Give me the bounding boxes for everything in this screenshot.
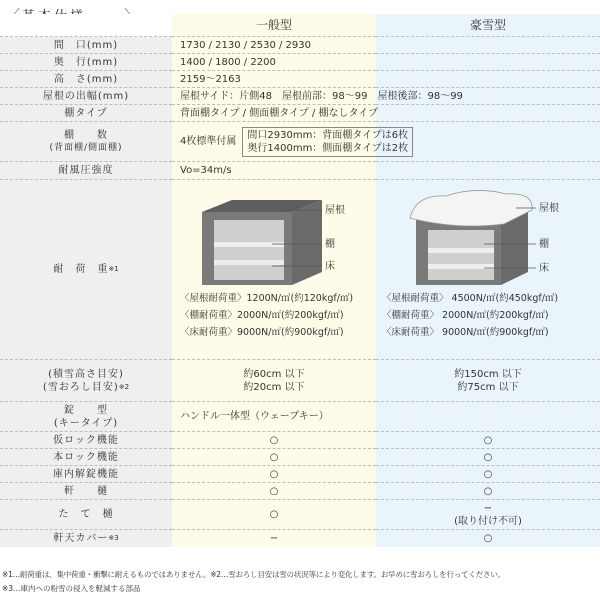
- label-floor: 床: [325, 261, 335, 272]
- depth-value: 1400 / 1800 / 2200: [172, 54, 600, 71]
- row-label: 軒天カバー: [53, 532, 109, 544]
- heavy-mark: ○: [376, 530, 600, 547]
- label-roof: 屋根: [539, 203, 559, 214]
- table-row: [0, 105, 600, 122]
- heavy-snow-removal: 約75cm 以下: [457, 381, 519, 393]
- general-mark: ○: [172, 449, 376, 466]
- heavy-shelf-load: 〈棚耐荷重〉 2000N/㎡(約200kgf/㎡): [382, 310, 549, 321]
- heavy-mark: ○: [376, 449, 600, 466]
- table-row: 耐 荷 重$^{※1}$ 屋根 棚 床 〈屋根耐荷重〉1200N/㎡(約120kgf/㎡) 〈棚耐荷重〉2000N/㎡(約200kgf/㎡) 〈床耐荷重〉9000N/㎡(約900kgf/㎡) 屋根 棚 床 〈屋根耐荷重〉 4500N/㎡(約450kgf/㎡) 〈棚耐荷重〉 2000N/㎡(約200kgf/㎡) 〈床耐荷重〉 9000N/㎡(約900kgf/㎡): [0, 180, 600, 360]
- table-row: [0, 483, 600, 500]
- row-label: 耐風圧強度: [0, 162, 172, 180]
- heavy-mark: −: [483, 502, 493, 514]
- general-mark: ○: [172, 432, 376, 449]
- row-label: 錠 型: [64, 404, 108, 416]
- footnote-2: ※3…庫内への粉雪の侵入を軽減する部品: [2, 584, 141, 593]
- table-row: 軒天カバー$^{※3}$ − ○: [0, 530, 600, 547]
- heavy-snow-height: 約150cm 以下: [454, 368, 522, 380]
- table-row: (積雪高さ目安) (雪おろし目安)$^{※2}$ 約60cm 以下 約20cm 以下 約150cm 以下 約75cm 以下: [0, 360, 600, 402]
- general-mark: ○: [172, 500, 376, 530]
- table-row: [0, 54, 600, 71]
- row-label: 奥 行(mm): [0, 54, 172, 71]
- row-label: 耐 荷 重: [53, 264, 109, 275]
- table-row: [0, 88, 600, 105]
- row-label: 間 口(mm): [0, 37, 172, 54]
- spec-table: [0, 14, 600, 547]
- lock-value: ハンドル一体型（ウェーブキー）: [172, 402, 600, 432]
- heavy-shed-image: [376, 180, 600, 290]
- table-row: [0, 162, 600, 180]
- general-snow-removal: 約20cm 以下: [243, 381, 305, 393]
- table-row: [0, 71, 600, 88]
- row-label: 高 さ(mm): [0, 71, 172, 88]
- general-mark: ○: [172, 483, 376, 500]
- general-mark: ○: [172, 466, 376, 483]
- table-row: [0, 402, 600, 432]
- heavy-mark: ○: [376, 432, 600, 449]
- row-label: 仮ロック機能: [0, 432, 172, 449]
- row-label: 屋根の出幅(mm): [0, 88, 172, 105]
- row-label: 棚タイプ: [0, 105, 172, 122]
- general-shed-image: [172, 180, 376, 290]
- row-label: 本ロック機能: [0, 449, 172, 466]
- heavy-floor-load: 〈床耐荷重〉 9000N/㎡(約900kgf/㎡): [382, 327, 549, 338]
- label-floor: 床: [539, 263, 549, 274]
- general-roof-load: 〈屋根耐荷重〉1200N/㎡(約120kgf/㎡): [180, 293, 354, 304]
- col-heavy: 豪雪型: [376, 14, 600, 37]
- shelf-type-value: 背面棚タイプ / 側面棚タイプ / 棚なしタイプ: [172, 105, 600, 122]
- height-value: 2159〜2163: [172, 71, 600, 88]
- row-label: た て 樋: [0, 500, 172, 530]
- heavy-mark: ○: [376, 466, 600, 483]
- shelf-count-value: 4枚標準付属: [180, 136, 237, 147]
- row-sublabel: (背面棚/側面棚): [49, 142, 123, 153]
- row-label: 軒 樋: [0, 483, 172, 500]
- width-value: 1730 / 2130 / 2530 / 2930: [172, 37, 600, 54]
- label-roof: 屋根: [325, 205, 345, 216]
- table-row: [0, 122, 600, 162]
- footnote-1: ※1…耐荷重は、集中荷重・衝撃に耐えるものではありません。※2…雪おろし目安は雪の状況等により変化します。お早めに雪おろしを行ってください。: [2, 570, 505, 579]
- label-shelf: 棚: [325, 239, 335, 250]
- table-row: [0, 466, 600, 483]
- general-shelf-load: 〈棚耐荷重〉2000N/㎡(約200kgf/㎡): [180, 310, 344, 321]
- row-label: (雪おろし目安): [42, 381, 119, 393]
- general-snow-height: 約60cm 以下: [243, 368, 305, 380]
- heavy-roof-load: 〈屋根耐荷重〉 4500N/㎡(約450kgf/㎡): [382, 293, 559, 304]
- row-label: 庫内解錠機能: [0, 466, 172, 483]
- header-row: [0, 14, 600, 37]
- heavy-note: (取り付け不可): [454, 515, 522, 527]
- row-label: 棚 数: [64, 129, 108, 141]
- general-mark: −: [172, 530, 376, 547]
- heavy-mark: ○: [376, 483, 600, 500]
- wind-value: Vo=34m/s: [172, 162, 600, 180]
- table-row: [0, 449, 600, 466]
- table-row: [0, 37, 600, 54]
- eaves-value: 屋根サイド：片側48 屋根前部：98〜99 屋根後部：98〜99: [172, 88, 600, 105]
- row-sublabel: (キータイプ): [53, 417, 119, 429]
- table-row: [0, 432, 600, 449]
- table-row: [0, 500, 600, 530]
- general-floor-load: 〈床耐荷重〉9000N/㎡(約900kgf/㎡): [180, 327, 344, 338]
- col-general: 一般型: [172, 14, 376, 37]
- shelf-count-note: 間口2930mm：背面棚タイプは6枚 奥行1400mm：側面棚タイプは2枚: [242, 127, 413, 157]
- label-shelf: 棚: [539, 239, 549, 250]
- row-label: (積雪高さ目安): [48, 368, 124, 380]
